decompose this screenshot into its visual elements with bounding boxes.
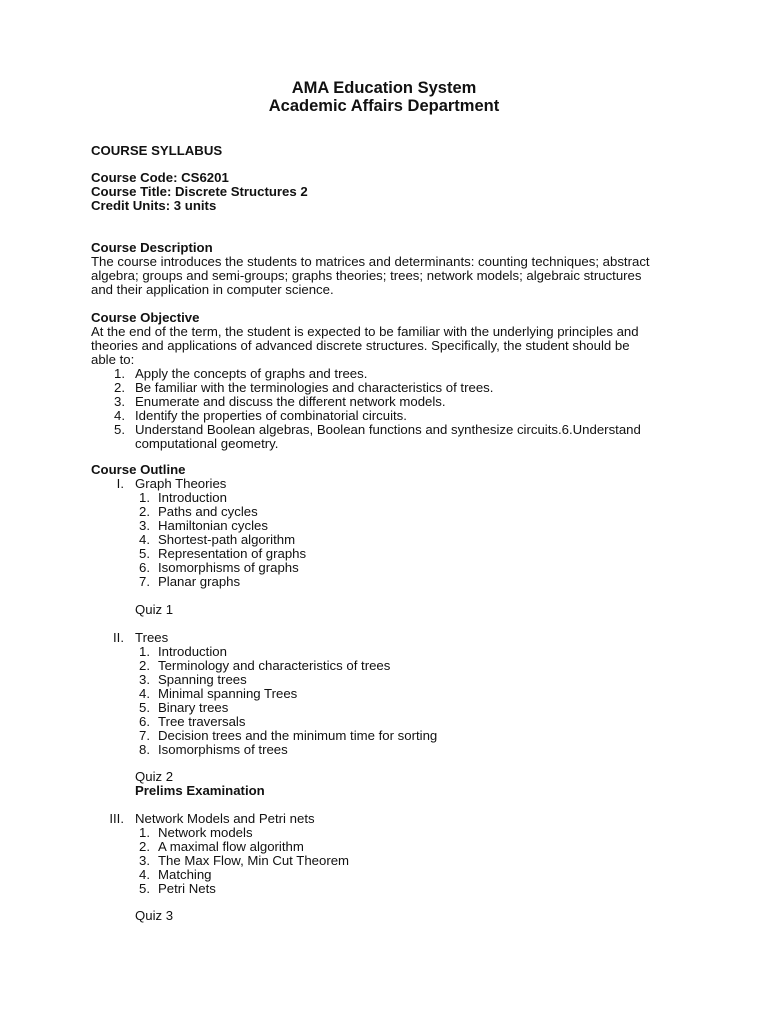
prelims-exam-label: Prelims Examination [135,783,265,798]
outline-topic: 5. Representation of graphs [139,546,307,561]
objective-item: 1. Apply the concepts of graphs and trees. [114,366,368,381]
dept-title: Academic Affairs Department [268,97,500,115]
outline-topic: 1. Introduction [139,490,227,505]
objective-line: At the end of the term, the student is expected to be familiar with the underlying principles and [91,324,639,339]
objective-line: able to: [91,352,135,367]
course-description [91,241,650,297]
course-code: Course Code: CS6201 [91,170,229,185]
description-heading: Course Description [91,240,213,255]
outline-topic: 7. Planar graphs [139,574,241,589]
course-title: Course Title: Discrete Structures 2 [91,184,308,199]
course-outline [91,462,307,589]
org-title: AMA Education System [291,79,477,97]
quiz-label: Quiz 1 [135,602,174,617]
objective-line: theories and applications of advanced discrete structures. Specifically, the student should be [91,338,630,353]
syllabus-heading: COURSE SYLLABUS [91,143,223,158]
objective-item-continuation: computational geometry. [135,436,279,451]
syllabus-info [91,144,308,213]
course-objective [91,311,639,451]
outline-topic: 4. Shortest-path algorithm [139,532,296,547]
outline-topic: 6. Isomorphisms of graphs [139,560,299,575]
description-line: and their application in computer science. [91,282,334,297]
objective-item: 3. Enumerate and discuss the different network models. [114,394,446,409]
objective-item: 5. Understand Boolean algebras, Boolean functions and synthesize circuits.6.Understand [114,422,641,437]
outline-section-title: I. Graph Theories [116,476,227,491]
outline-topic: 3. Hamiltonian cycles [139,518,268,533]
description-line: algebra; groups and semi-groups; graphs theories; trees; network models; algebraic structures [91,268,642,283]
quiz-label: Quiz 2 [135,769,174,784]
objective-heading: Course Objective [91,310,200,325]
quiz-label: Quiz 3 [135,908,174,923]
syllabus-page: AMA Education System Academic Affairs Department COURSE SYLLABUS Course Code: CS6201 Course Title: Discrete Structures 2 Credit Units: 3 units Course Description The course introduces the students to matrices and determinants: counting techniques; abstract algebra; groups and semi-groups; graphs theories; trees; network models; algebraic structures and their application in computer science. Course Objective At the end of the term, the student is expected to be familiar with the underlying principles and theories and applications of advanced discrete structures. Specifically, the student should be able to: 1. Apply the concepts of graphs and trees. 2. Be familiar with the terminologies and characteristics of trees. 3. Enumerate and discuss the different network models. 4. Identify the properties of combinatorial circuits. 5. Understand Boolean algebras, Boolean functions and synthesize circuits.6.Understand computational geometry. Course Outline I. Graph Theories 1. Introduction 2. Paths and cycles 3. Hamiltonian cycles 4. Shortest-path algorithm 5. Representation of graphs 6. Isomorphisms of graphs 7. Planar graphs Quiz 1 II. Trees 1. Introduction 2. Terminology and characteristics of trees 3. Spanning trees 4. Minimal spanning Trees 5. Binary trees 6. Tree traversals 7. Decision trees and the minimum time for sorting 8. Isomorphisms of trees Quiz 2 Prelims Examination III. Network Models and Petri nets 1. Network models 2. A maximal flow algorithm 3. The Max Flow, Min Cut Theorem 4. Matching 5. Petri Nets Quiz 3 [0,0,768,1024]
outline-topic: 2. Paths and cycles [139,504,258,519]
outline-heading: Course Outline [91,462,186,477]
objective-item: 2. Be familiar with the terminologies and characteristics of trees. [114,380,494,395]
credit-units: Credit Units: 3 units [91,198,217,213]
objective-item: 4. Identify the properties of combinatorial circuits. [114,408,407,423]
description-line: The course introduces the students to matrices and determinants: counting techniques; abstract [91,254,650,269]
